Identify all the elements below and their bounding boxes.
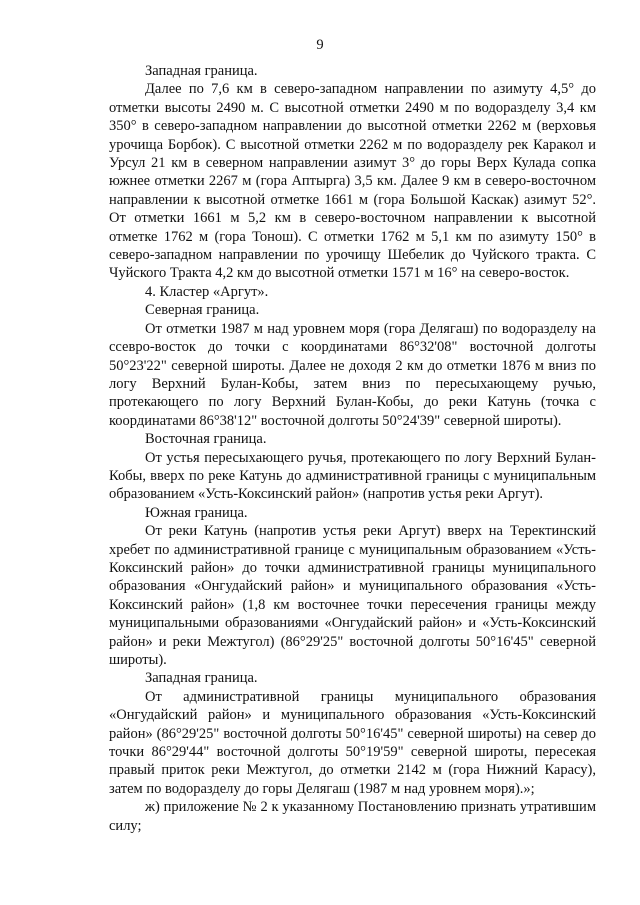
east-boundary-paragraph: От устья пересыхающего ручья, протекающего по логу Верхний Булан-Кобы, вверх по реке Катунь до административной границы с муниципальным образованием «Усть-Коксинский район» (напротив устья реки Аргут). xyxy=(109,449,596,503)
west-boundary-heading: Западная граница. xyxy=(145,63,258,79)
west-boundary-paragraph-2: От административной границы муниципального образования «Онгудайский район» и муниципального образования «Усть-Коксинский район» (86°29'25" восточной долготы 50°16'45" северной широты) на север до точки 86°29'44" восточной долготы 50°19'59" северной широты, пересекая правый приток реки Межтугол, до отметки 2142 м (гора Нижний Карасу), затем по водоразделу до горы Делягаш (1987 м над уровнем моря).»; xyxy=(109,688,596,797)
south-boundary-heading: Южная граница. xyxy=(145,504,248,521)
cluster-argut-heading: 4. Кластер «Аргут». xyxy=(145,283,269,300)
page-number: 9 xyxy=(316,37,324,53)
north-boundary-heading: Северная граница. xyxy=(145,302,260,319)
east-boundary-heading: Восточная граница. xyxy=(145,431,267,448)
document-body xyxy=(109,62,596,835)
item-zh-paragraph: ж) приложение № 2 к указанному Постановлению признать утратившим силу; xyxy=(109,799,596,834)
south-boundary-paragraph: От реки Катунь (напротив устья реки Аргут) вверх на Теректинский хребет по административной границе с муниципальным образованием «Усть-Коксинский район» до точки административной границы муниципального образования «Онгудайский район» и муниципального образования «Усть-Коксинский район» (1,8 км восточнее точки пересечения границы между муниципальными образованиями «Онгудайский район» и «Усть-Коксинский район» и реки Межтугол) (86°29'25" восточной долготы 50°16'45" северной широты). xyxy=(109,523,596,668)
west-boundary-heading-2: Западная граница. xyxy=(145,670,258,687)
north-boundary-paragraph: От отметки 1987 м над уровнем моря (гора Делягаш) по водоразделу на ссевро-восток до точки с координатами 86°32'08" восточной долготы 50°23'22" северной широты. Далее не доходя 2 км до отметки 1876 м вниз по логу Верхний Булан-Кобы, затем вниз по пересыхающему ручью, протекающего по логу Верхний Булан-Кобы, до реки Катунь (точка с координатами 86°38'12" восточной долготы 50°24'39" северной широты). xyxy=(109,320,596,429)
west-boundary-paragraph: Далее по 7,6 км в северо-западном направлении по азимуту 4,5° до отметки высоты 2490 м. С высотной отметки 2490 м по водоразделу 3,4 км 350° в северо-западном направлении до высотной отметки 2262 м (верховья урочища Борбок). С высотной отметки 2262 м по водоразделу рек Каракол и Урсул 21 км в северном направлении азимут 3° до горы Верх Кулада сопка южнее отметки 2267 м (гора Аптырга) 3,5 км. Далее 9 км в северо-восточном направлении к высотной отметке 1661 м (гора Большой Каскак) азимут 52°. От отметки 1661 м 5,2 км в северо-восточном направлении к высотной отметке 1762 м (гора Тонош). С отметки 1762 м 5,1 км по азимуту 150° в северо-западном направлении по урочищу Шебелик до Чуйского тракта. С Чуйского Тракта 4,2 км до высотной отметки 1571 м 16° на северо-восток. xyxy=(109,81,596,282)
